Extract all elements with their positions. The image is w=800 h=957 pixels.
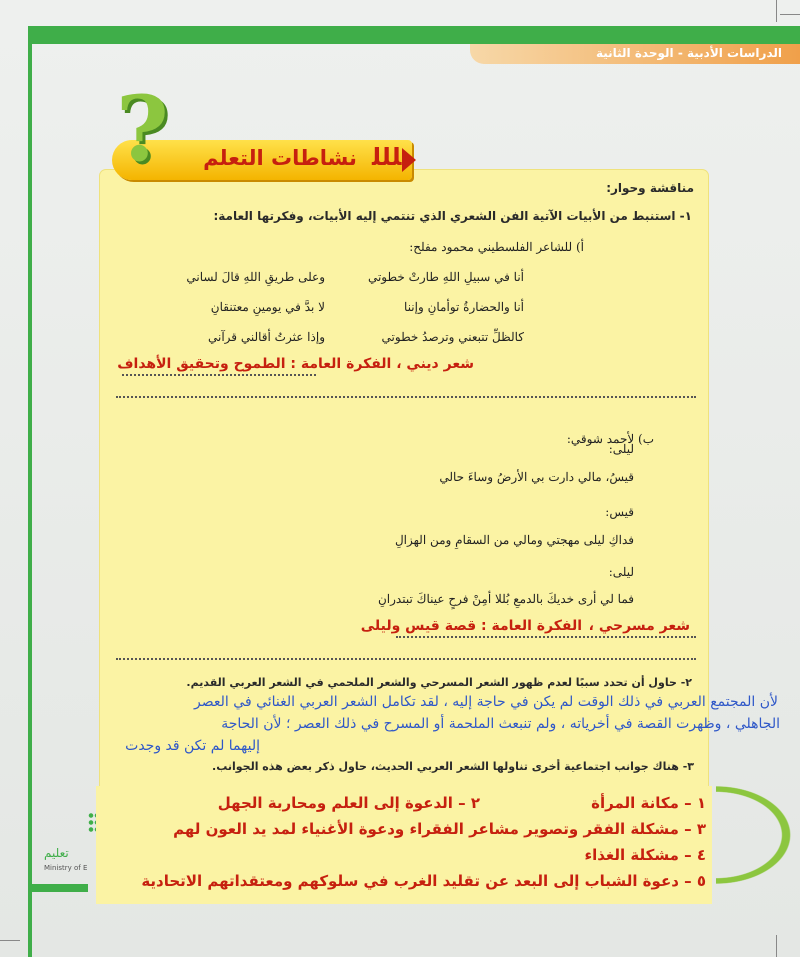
q3-answer-item: ١ – مكانة المرأة — [591, 794, 706, 812]
answer-dotted-line — [116, 396, 696, 398]
crop-mark — [780, 14, 800, 15]
question-2: ٢- حاول أن تحدد سببًا لعدم ظهور الشعر المسرحي والشعر الملحمي في الشعر العربي القديم. — [186, 676, 692, 689]
q2-answer-line: الجاهلي ، وظهرت القصة في أخرياته ، ولم تنبعث الملحمة أو المسرح في ذلك العصر ؛ لأن الحاجة — [221, 716, 780, 732]
crop-mark — [776, 0, 777, 22]
q3-answer-item: ٢ – الدعوة إلى العلم ومحاربة الجهل — [217, 794, 480, 812]
answer-dotted-line — [116, 658, 696, 660]
speaker-label: ليلى: — [608, 442, 634, 456]
question-1: ١- استنبط من الأبيات الآتية الفن الشعري الذي تنتمي إليه الأبيات، وفكرتها العامة: — [213, 209, 692, 223]
part-b-label: ب) لأحمد شوقي: — [566, 432, 654, 446]
ministry-caption: Ministry of E — [44, 864, 88, 872]
q3-answer-item: ٥ – دعوة الشباب إلى البعد عن تقليد الغرب في سلوكهم ومعتقداتهم الاتحادية — [141, 872, 706, 890]
dialogue-line: فما لي أرى خديكَ بالدمعِ بُللا أمِنْ فرحٍ عيناكَ تبتدرانِ — [377, 592, 634, 606]
question-mark-icon: ? — [116, 76, 169, 182]
answer-dotted-line — [122, 374, 316, 376]
ministry-logo-text: تعليم — [44, 846, 69, 860]
dialogue-line: قيسُ، مالي دارت بي الأرضُ وساءَ حالي — [439, 470, 634, 484]
q3-answer-item: ٣ – مشكلة الفقر وتصوير مشاعر الفقراء ودعوة الأغنياء لمد يد العون لهم — [173, 820, 706, 838]
decorative-swirl — [716, 780, 800, 890]
q3-answer-item: ٤ – مشكلة الغذاء — [584, 846, 706, 864]
speaker-label: ليلى: — [608, 565, 634, 579]
answer-dotted-line — [396, 636, 696, 638]
verse-left: وعلى طريقِ اللهِ قالَ لساني — [186, 270, 325, 284]
crop-mark — [0, 940, 20, 941]
verse-right: كالظلِّ تتبعني وترصدُ خطوتي — [381, 330, 524, 344]
verse-right: أنا في سبيلِ اللهِ طارتْ خطوتي — [367, 270, 524, 284]
q2-answer-line: إليهما لم تكن قد وجدت — [125, 738, 260, 754]
question-3: ٣- هناك جوانب اجتماعية أخرى تناولها الشعر العربي الحديث، حاول ذكر بعض هذه الجوانب. — [212, 760, 694, 773]
unit-title: الدراسات الأدبية - الوحدة الثانية — [595, 46, 782, 60]
banner-ornament-icon: ﻠﻠﻠ — [372, 143, 402, 171]
verse-left: لا بدَّ في يومينِ معتنقانِ — [210, 300, 325, 314]
speaker-label: قيس: — [605, 505, 634, 519]
verse-right: أنا والحضارةُ توأمانِ وإننا — [404, 300, 524, 314]
crop-mark — [776, 935, 777, 957]
part-a-answer: شعر ديني ، الفكرة العامة : الطموح وتحقيق الأهداف — [117, 356, 474, 372]
bottom-green-bar — [28, 884, 88, 892]
part-a-label: أ) للشاعر الفلسطيني محمود مفلح: — [409, 240, 584, 254]
top-green-bar — [28, 26, 800, 44]
banner-arrow-icon — [402, 148, 416, 172]
dialogue-line: فداكِ ليلى مهجتي ومالي من السقامِ ومن الهزالِ — [394, 533, 634, 547]
unit-header-bar — [470, 44, 800, 64]
part-b-answer-prefix: شعر مسرحي ، — [588, 618, 690, 634]
banner-title: نشاطات التعلم — [203, 146, 357, 170]
left-green-border — [28, 26, 32, 957]
part-b-answer: الفكرة العامة : قصة قيس وليلى — [360, 618, 582, 634]
verse-left: وإذا عثرتُ أقالني قرآني — [208, 330, 325, 344]
q2-answer-line: لأن المجتمع العربي في ذلك الوقت لم يكن في حاجة إليه ، لقد تكامل الشعر العربي الغنائي في العصر — [194, 694, 778, 710]
section-label: مناقشة وحوار: — [606, 181, 694, 195]
